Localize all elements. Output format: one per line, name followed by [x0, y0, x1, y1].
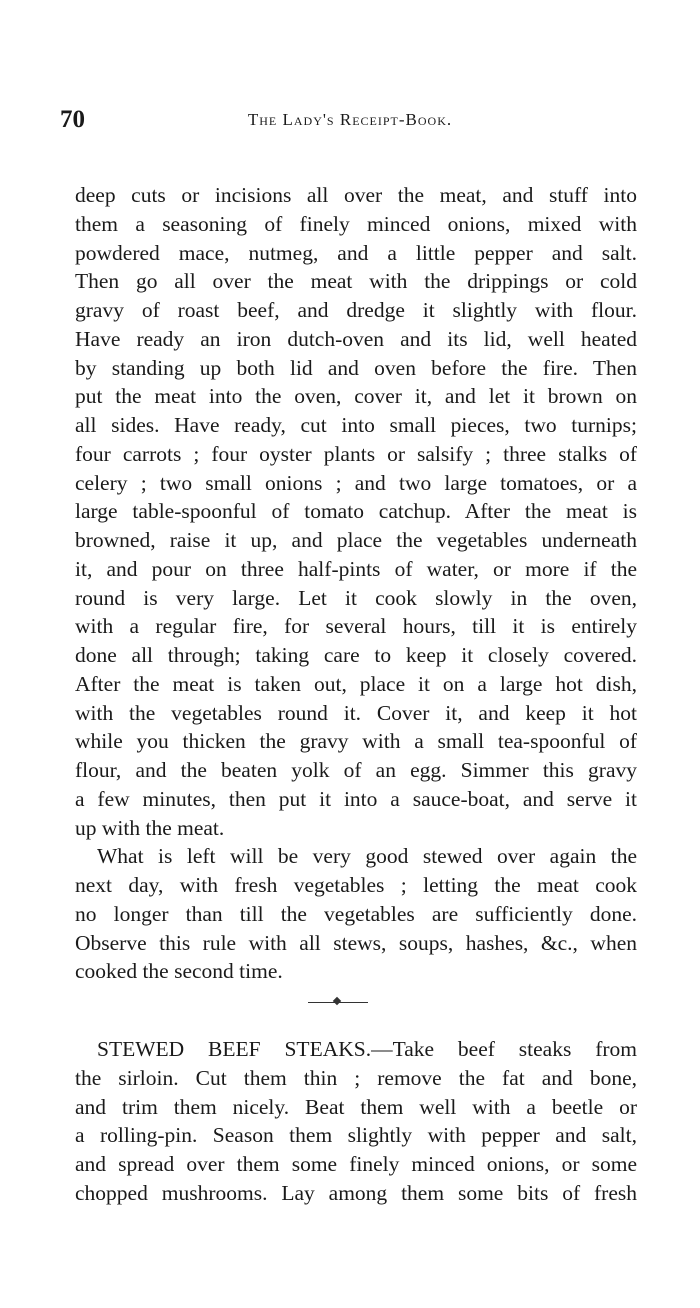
- text-line: by standing up both lid and oven before the fire. Then: [75, 355, 637, 380]
- text-line: all sides. Have ready, cut into small pieces, two turnips;: [75, 413, 637, 437]
- page-header: [60, 106, 640, 136]
- text-line: four carrots ; four oyster plants or salsify ; three stalks of: [75, 441, 637, 466]
- text-line: cooked the second time.: [75, 959, 283, 984]
- paragraph: [75, 181, 637, 842]
- page-number: 70: [60, 106, 85, 133]
- text-line: celery ; two small onions ; and two large tomatoes, or a: [75, 470, 637, 495]
- page-body: [75, 181, 637, 1208]
- text-line: large table-spoonful of tomato catchup. After the meat is: [75, 499, 637, 524]
- running-title: The Lady's Receipt-Book.: [247, 110, 453, 129]
- text-line: flour, and the beaten yolk of an egg. Simmer this gravy: [75, 758, 637, 782]
- text-line: a few minutes, then put it into a sauce-boat, and serve it: [75, 786, 637, 811]
- text-line: gravy of roast beef, and dredge it slightly with flour.: [75, 298, 637, 322]
- text-line: After the meat is taken out, place it on a large hot dish,: [75, 671, 637, 696]
- text-line: browned, raise it up, and place the vegetables underneath: [75, 528, 637, 552]
- text-line: put the meat into the oven, cover it, and let it brown on: [75, 384, 637, 409]
- text-line: STEWED BEEF STEAKS.—Take beef steaks from: [97, 1037, 637, 1061]
- paragraph: [75, 1035, 637, 1208]
- text-line: next day, with fresh vegetables ; letting the meat cook: [75, 873, 637, 897]
- paragraph: [75, 842, 637, 986]
- text-line: What is left will be very good stewed over again the: [97, 844, 637, 869]
- text-line: and trim them nicely. Beat them well with a beetle or: [75, 1094, 637, 1119]
- text-line: with a regular fire, for several hours, till it is entirely: [75, 614, 637, 639]
- text-line: powdered mace, nutmeg, and a little pepper and salt.: [75, 240, 637, 265]
- section-divider-ornament: [75, 986, 637, 1035]
- text-line: a rolling-pin. Season them slightly with pepper and salt,: [75, 1123, 637, 1148]
- text-line: the sirloin. Cut them thin ; remove the fat and bone,: [75, 1065, 637, 1090]
- text-line: up with the meat.: [75, 815, 225, 840]
- text-line: round is very large. Let it cook slowly in the oven,: [75, 585, 637, 610]
- text-line: while you thicken the gravy with a small tea-spoonful of: [75, 729, 637, 754]
- text-line: them a seasoning of finely minced onions, mixed with: [75, 211, 637, 236]
- text-line: no longer than till the vegetables are sufficiently done.: [75, 901, 637, 926]
- text-line: Observe this rule with all stews, soups, hashes, &c., when: [75, 930, 637, 955]
- text-line: done all through; taking care to keep it closely covered.: [75, 643, 637, 667]
- text-line: deep cuts or incisions all over the meat, and stuff into: [75, 183, 637, 207]
- text-line: it, and pour on three half-pints of water, or more if the: [75, 556, 637, 581]
- text-line: and spread over them some finely minced onions, or some: [75, 1152, 637, 1176]
- text-line: with the vegetables round it. Cover it, and keep it hot: [75, 700, 637, 725]
- text-line: Then go all over the meat with the drippings or cold: [75, 269, 637, 294]
- text-line: Have ready an iron dutch-oven and its lid, well heated: [75, 326, 637, 351]
- text-line: chopped mushrooms. Lay among them some bits of fresh: [75, 1180, 637, 1205]
